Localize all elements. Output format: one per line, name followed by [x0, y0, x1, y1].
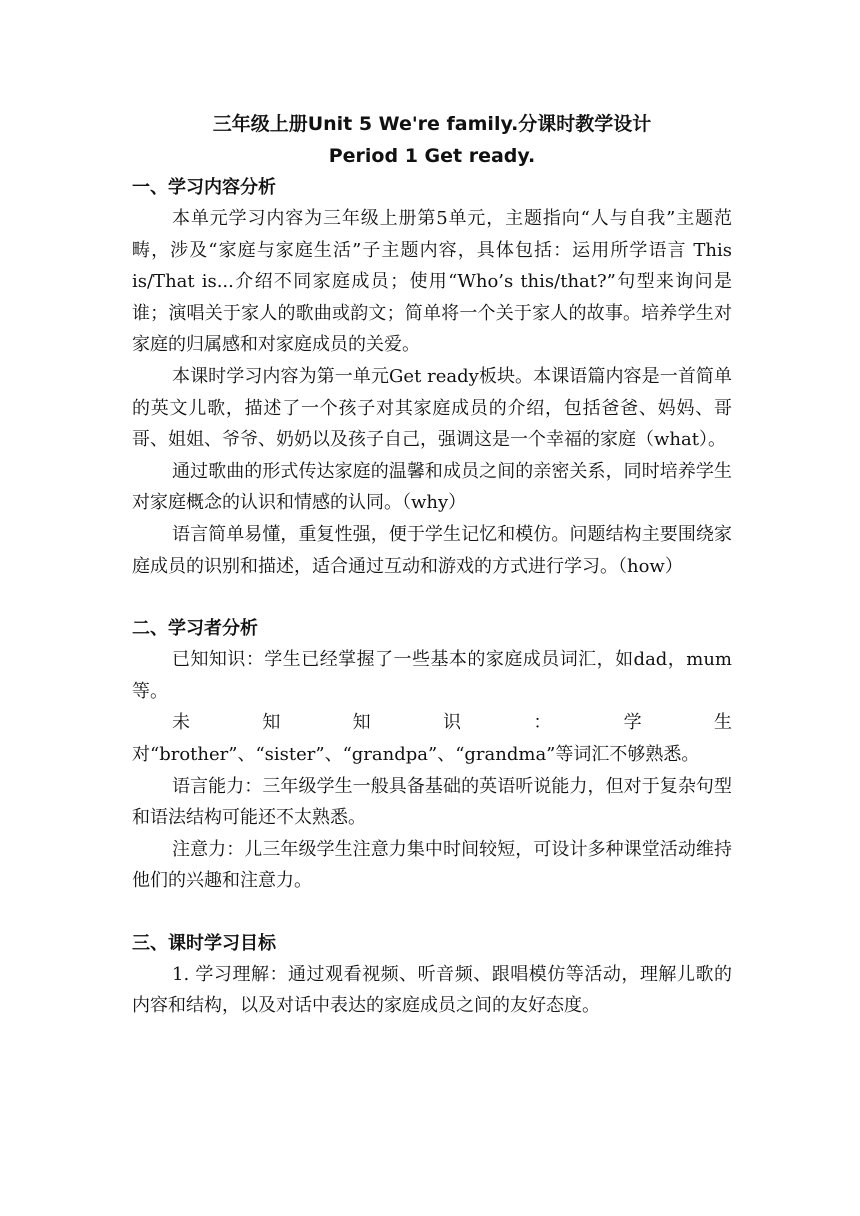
- section-heading: 三、课时学习目标: [132, 932, 276, 954]
- section-heading: 二、学习者分析: [132, 618, 258, 640]
- document-subtitle: Period 1 Get ready.: [328, 145, 536, 167]
- section-learning-goals: [132, 928, 732, 1022]
- paragraph: 未知知识：学生对“brother”、“sister”、“grandpa”、“grandma”等词汇不够熟悉。: [132, 712, 732, 765]
- paragraph: 语言简单易懂，重复性强，便于学生记忆和模仿。问题结构主要围绕家庭成员的识别和描述，适合通过互动和游戏的方式进行学习。（how）: [132, 523, 732, 577]
- paragraph: 本课时学习内容为第一单元Get ready板块。本课语篇内容是一首简单的英文儿歌，描述了一个孩子对其家庭成员的介绍，包括爸爸、妈妈、哥哥、姐姐、爷爷、奶奶以及孩子自己，强调这是一个幸福的家庭（what）。: [132, 365, 732, 451]
- document-title: 三年级上册Unit 5 We're family.分课时教学设计: [212, 113, 652, 135]
- paragraph: 已知知识：学生已经掌握了一些基本的家庭成员词汇，如dad，mum等。: [132, 649, 732, 702]
- section-spacer: [132, 897, 732, 928]
- document-page: [132, 108, 732, 1022]
- section-heading: 一、学习内容分析: [132, 177, 276, 198]
- paragraph: 1. 学习理解：通过观看视频、听音频、跟唱模仿等活动，理解儿歌的内容和结构，以及对话中表达的家庭成员之间的友好态度。: [132, 963, 732, 1017]
- paragraph: 注意力：儿三年级学生注意力集中时间较短，可设计多种课堂活动维持他们的兴趣和注意力。: [132, 838, 732, 892]
- paragraph: 语言能力：三年级学生一般具备基础的英语听说能力，但对于复杂句型和语法结构可能还不太熟悉。: [132, 775, 732, 829]
- section-learner-analysis: [132, 613, 732, 897]
- section-content-analysis: [132, 172, 732, 582]
- paragraph: 通过歌曲的形式传达家庭的温馨和成员之间的亲密关系，同时培养学生对家庭概念的认识和情感的认同。（why）: [132, 460, 732, 514]
- section-spacer: [132, 582, 732, 613]
- paragraph: 本单元学习内容为三年级上册第5单元，主题指向“人与自我”主题范畴，涉及“家庭与家庭生活”子主题内容，具体包括：运用所学语言 This is/That is...介绍不同家庭成员；使用“Who’s this/that?”句型来询问是谁；演唱关于家人的歌曲或韵文；简单将一个关于家人的故事。培养学生对家庭的归属感和对家庭成员的关爱。: [132, 208, 732, 356]
